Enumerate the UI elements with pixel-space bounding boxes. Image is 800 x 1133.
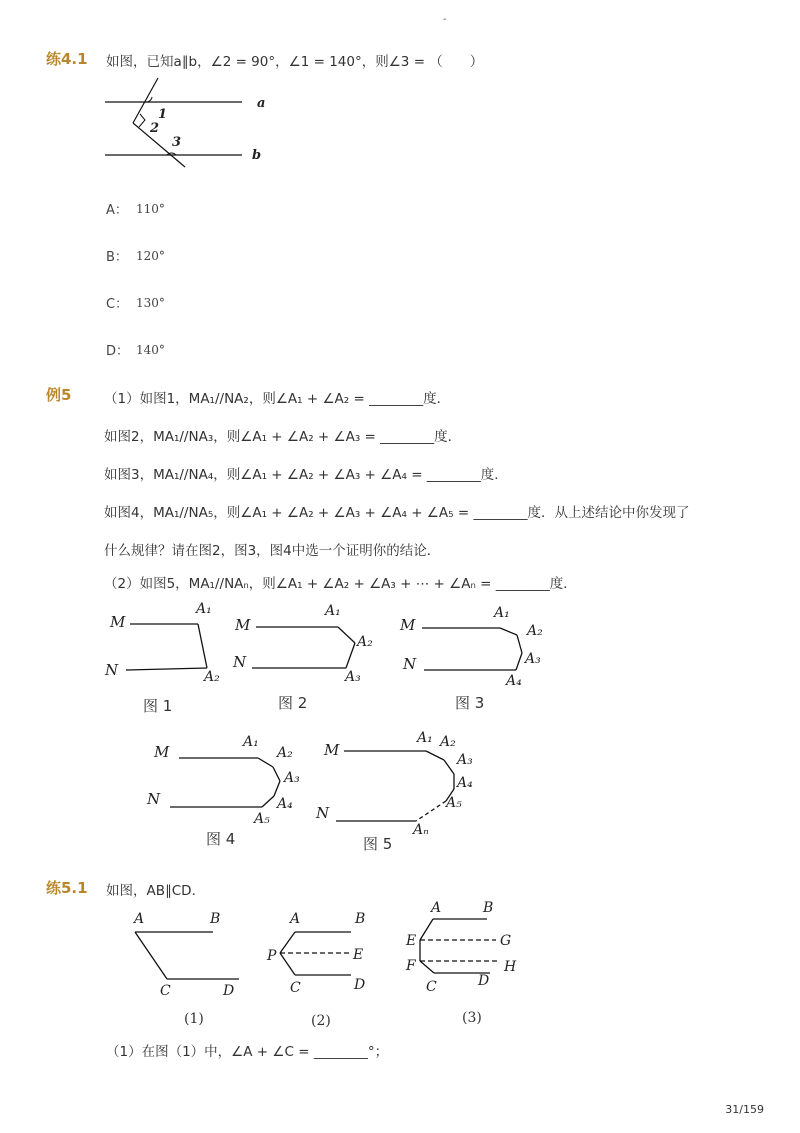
ex5-line-1: （1）如图1，MA₁//NA₂，则∠A₁ + ∠A₂ = ________度． (104, 391, 451, 407)
figure-3 (396, 597, 566, 692)
fig51-3-label-a: A (431, 900, 442, 916)
angle-1-label: 1 (158, 107, 168, 122)
fig2-label-m: M (235, 616, 251, 634)
fig3-label-a2: A₂ (527, 623, 543, 639)
fig1-label-m: M (110, 613, 126, 631)
fig5-label-an: Aₙ (413, 822, 429, 838)
page-number: 31/159 (725, 1103, 764, 1116)
figure-ex51-1 (125, 905, 255, 1000)
exercise-5-1-sub1: （1）在图（1）中，∠A + ∠C = ________°； (106, 1044, 389, 1060)
fig1-caption: 图 1 (143, 697, 173, 715)
fig5-label-a1: A₁ (417, 730, 433, 746)
figure-1 (100, 595, 240, 690)
fig51-3-label-d: D (478, 973, 490, 989)
fig51-3-label-g: G (500, 933, 512, 949)
figure-ex51-3 (398, 895, 528, 1000)
fig51-3-label-c: C (426, 979, 437, 995)
fig4-label-a2: A₂ (277, 745, 293, 761)
fig1-label-a1: A₁ (196, 601, 212, 617)
angle-3-label: 3 (172, 135, 182, 150)
choice-d-letter: D： (106, 344, 130, 359)
fig2-label-a3: A₃ (345, 669, 361, 685)
fig2-caption: 图 2 (278, 694, 308, 712)
fig51-2-label-a: A (290, 911, 301, 927)
fig51-2-label-c: C (290, 980, 301, 996)
parallel-lines-figure (100, 75, 280, 175)
line-b-label: b (252, 148, 262, 163)
figure-4 (142, 725, 312, 830)
fig4-label-n: N (147, 790, 161, 808)
choice-a-value: 110° (136, 202, 165, 216)
fig3-label-n: N (403, 655, 417, 673)
fig3-caption: 图 3 (455, 694, 485, 712)
ex5-line-4: 如图4，MA₁//NA₅，则∠A₁ + ∠A₂ + ∠A₃ + ∠A₄ + ∠A₅ = ________度．从上述结论中你发现了 (104, 505, 690, 521)
ex5-line-3: 如图3，MA₁//NA₄，则∠A₁ + ∠A₂ + ∠A₃ + ∠A₄ = ________度． (104, 467, 508, 483)
ex5-line-5: 什么规律？请在图2，图3，图4中选一个证明你的结论． (104, 543, 441, 559)
fig5-caption: 图 5 (363, 835, 393, 853)
fig5-label-n: N (316, 804, 330, 822)
exercise-5-1-intro: 如图，AB∥CD． (106, 883, 206, 899)
fig1-label-n: N (105, 661, 119, 679)
fig2-label-a2: A₂ (357, 634, 373, 650)
figure-ex51-2 (262, 905, 382, 1005)
fig5-label-a4: A₄ (457, 775, 473, 791)
fig4-label-m: M (154, 743, 170, 761)
exercise-tag-5-1: 练5.1 (46, 879, 88, 897)
fig51-2-label-e: E (353, 947, 364, 963)
fig4-label-a3: A₃ (284, 770, 300, 786)
example-tag-5: 例5 (46, 386, 72, 404)
fig4-label-a1: A₁ (243, 734, 259, 750)
choice-d-value: 140° (136, 343, 165, 357)
line-a-label: a (257, 96, 266, 111)
fig5-label-a3: A₃ (457, 752, 473, 768)
choice-c-letter: C： (106, 297, 129, 312)
fig4-label-a4: A₄ (277, 796, 293, 812)
fig1-label-a2: A₂ (204, 669, 220, 685)
fig51-3-label-h: H (504, 959, 517, 975)
fig51-3-label-f: F (406, 958, 416, 974)
fig51-2-label-d: D (354, 977, 366, 993)
ex5-line-6: （2）如图5，MA₁//NAₙ，则∠A₁ + ∠A₂ + ∠A₃ + ⋯ + ∠Aₙ = ________度． (104, 576, 577, 592)
fig2-label-a1: A₁ (325, 603, 341, 619)
fig5-label-a5: A₅ (446, 795, 462, 811)
fig51-3-caption: (3) (462, 1010, 482, 1026)
angle-2-label: 2 (150, 121, 160, 136)
figure-2 (228, 595, 388, 690)
exercise-4-1-question: 如图，已知a∥b，∠2 = 90°，∠1 = 140°，则∠3 = （ ） (106, 54, 484, 70)
fig4-label-a5: A₅ (254, 811, 270, 827)
choice-a-letter: A： (106, 203, 128, 218)
fig51-1-caption: (1) (184, 1011, 204, 1027)
exercise-tag-4-1: 练4.1 (46, 50, 88, 68)
choice-b-letter: B： (106, 250, 128, 265)
fig51-3-label-b: B (483, 900, 494, 916)
top-mark: - (443, 14, 447, 25)
fig3-label-a1: A₁ (494, 605, 510, 621)
fig51-2-caption: (2) (311, 1013, 331, 1029)
choice-c-value: 130° (136, 296, 165, 310)
fig4-caption: 图 4 (206, 830, 236, 848)
fig3-label-m: M (400, 616, 416, 634)
fig51-2-label-p: P (267, 948, 277, 964)
choice-b-value: 120° (136, 249, 165, 263)
fig5-label-a2: A₂ (440, 734, 456, 750)
transversal-upper (133, 78, 158, 123)
fig3-label-a3: A₃ (525, 651, 541, 667)
fig51-1-label-b: B (210, 911, 221, 927)
fig51-1-label-d: D (223, 983, 235, 999)
fig51-1-label-a: A (134, 911, 145, 927)
fig51-3-label-e: E (406, 933, 417, 949)
ex5-line-2: 如图2，MA₁//NA₃，则∠A₁ + ∠A₂ + ∠A₃ = ________度． (104, 429, 462, 445)
fig51-2-label-b: B (355, 911, 366, 927)
fig3-label-a4: A₄ (506, 673, 522, 689)
figure-5 (310, 725, 500, 840)
fig2-label-n: N (233, 653, 247, 671)
fig51-1-label-c: C (160, 983, 171, 999)
fig5-label-m: M (324, 741, 340, 759)
